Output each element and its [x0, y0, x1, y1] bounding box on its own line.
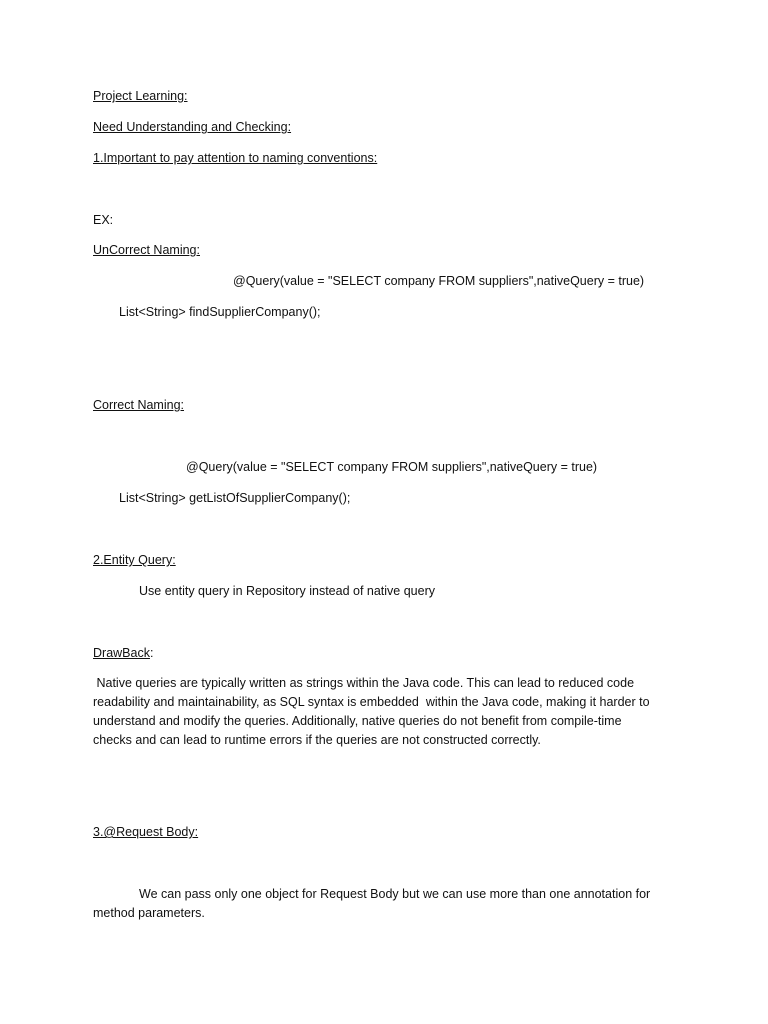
entity-query-text: Use entity query in Repository instead of native query [139, 584, 435, 598]
heading-entity-query: 2.Entity Query: [93, 553, 176, 567]
heading-project-learning: Project Learning: [93, 89, 188, 103]
request-body-text-line-2: method parameters. [93, 906, 205, 920]
incorrect-naming-heading: UnCorrect Naming: [93, 243, 200, 257]
drawback-line-3: understand and modify the queries. Additionally, native queries do not benefit from compile-time [93, 714, 622, 728]
correct-query-annotation: @Query(value = "SELECT company FROM suppliers",nativeQuery = true) [186, 460, 598, 474]
heading-need-understanding: Need Understanding and Checking: [93, 120, 292, 134]
drawback-heading-line [93, 645, 153, 661]
drawback-colon: : [149, 646, 154, 660]
correct-method-signature: List<String> getListOfSupplierCompany(); [119, 491, 351, 505]
drawback-line-2: readability and maintainability, as SQL syntax is embedded within the Java code, making it harder to [93, 695, 650, 709]
drawback-heading: DrawBack [93, 646, 150, 660]
request-body-text-line-1: We can pass only one object for Request Body but we can use more than one annotation for [139, 887, 651, 901]
correct-naming-heading: Correct Naming: [93, 398, 184, 412]
heading-point-1-naming: 1.Important to pay attention to naming conventions: [93, 151, 378, 165]
drawback-line-1: Native queries are typically written as strings within the Java code. This can lead to reduced code [93, 676, 635, 690]
incorrect-method-signature: List<String> findSupplierCompany(); [119, 305, 321, 319]
example-label: EX: [93, 213, 114, 227]
drawback-line-4: checks and can lead to runtime errors if the queries are not constructed correctly. [93, 733, 541, 747]
heading-request-body: 3.@Request Body: [93, 825, 199, 839]
incorrect-query-annotation: @Query(value = "SELECT company FROM suppliers",nativeQuery = true) [233, 274, 645, 288]
